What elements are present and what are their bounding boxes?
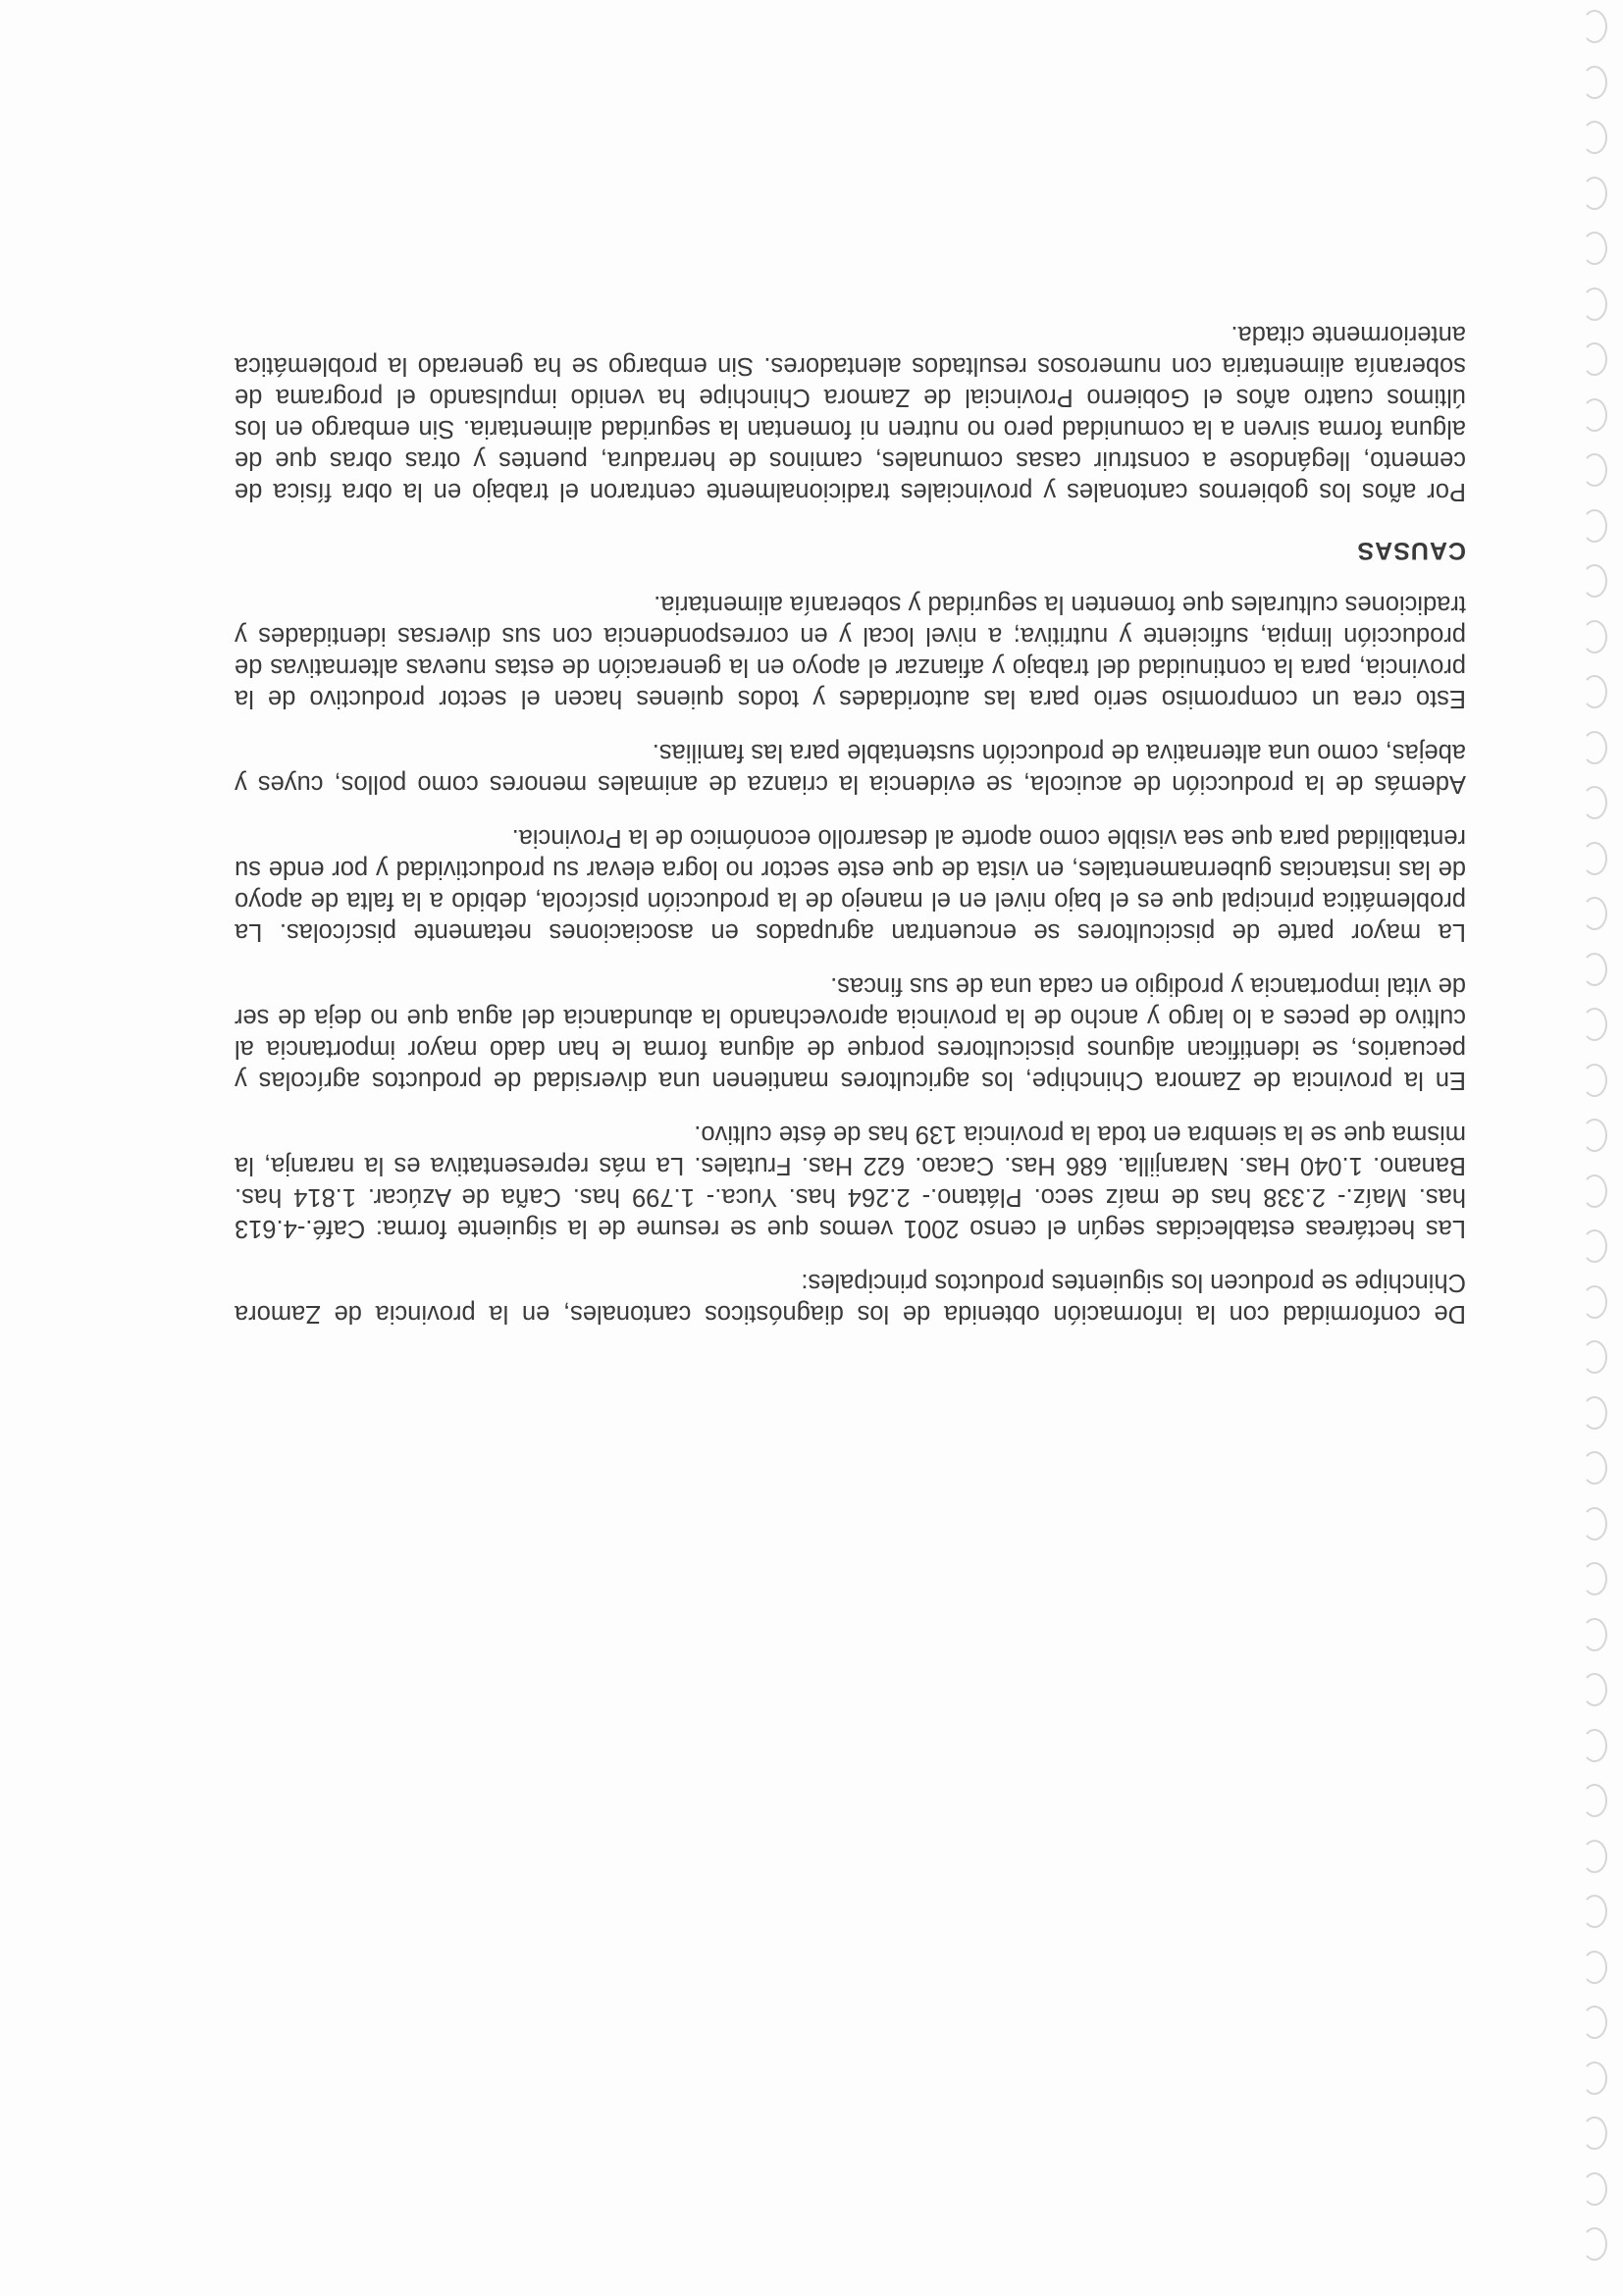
binding-ring	[1582, 2227, 1607, 2261]
paragraph-compromiso: Esto crea un compromiso serio para las autoridades y todos quienes hacen el sector productivo de la provincia, para la continuidad del trabajo y afianzar el apoyo en la generación de estas nuevas alternativas de producción limpia, suficiente y nutritiva; a nivel local y en correspondencia con sus diversas identidades y tradiciones culturales que fomenten la seguridad y soberanía alimentaria.	[235, 591, 1466, 712]
binding-ring	[1582, 1064, 1607, 1097]
binding-ring	[1582, 620, 1607, 653]
binding-ring	[1582, 1673, 1607, 1706]
binding-ring	[1582, 342, 1607, 376]
binding-ring	[1582, 564, 1607, 598]
binding-ring	[1582, 1119, 1607, 1152]
binding-ring	[1582, 1618, 1607, 1651]
binding-ring	[1582, 287, 1607, 321]
binding-ring	[1582, 1840, 1607, 1873]
document-body	[235, 296, 1466, 1330]
binding-ring	[1582, 121, 1607, 154]
binding-ring	[1582, 2116, 1607, 2150]
binding-ring	[1582, 1229, 1607, 1263]
section-heading-causas: CAUSAS	[1356, 537, 1466, 564]
binding-ring	[1582, 2061, 1607, 2095]
binding-ring	[1582, 1008, 1607, 1041]
binding-ring	[1582, 1340, 1607, 1374]
binding-ring	[1582, 1451, 1607, 1485]
binding-ring	[1582, 1784, 1607, 1817]
binding-ring	[1582, 1285, 1607, 1319]
binding-ring	[1582, 731, 1607, 764]
paragraph-piscicultores: La mayor parte de piscicultores se encuentran agrupados en asociaciones netamente piscícolas. La problemática principal que es el bajo nivel en el manejo de la producción piscícola, debido a la falta de apoyo de las instancias gubernamentales, en vista de que este sector no logra elevar su productividad y por ende su rentabilidad para que sea visible como aporte al desarrollo económico de la Provincia.	[235, 824, 1466, 946]
binding-ring	[1582, 842, 1607, 875]
paragraph-agriculture: En la provincia de Zamora Chinchipe, los agricultores mantienen una diversidad de productos agrícolas y pecuarios, se identifican algunos piscicultores porque de alguna forma le han dado mayor importancia al cultivo de peces a lo largo y ancho de la provincia aprovechando la abundancia del agua que no deja de ser de vital importancia y prodigio en cada una de sus fincas.	[235, 972, 1466, 1094]
paragraph-animales-menores: Además de la producción de acuicola, se evidencia la crianza de animales menores como pollos, cuyes y abejas, como una alternativa de producción sustentable para las familias.	[235, 739, 1466, 798]
binding-ring	[1582, 953, 1607, 986]
binding-ring	[1582, 897, 1607, 930]
binding-ring	[1582, 1174, 1607, 1208]
binding-ring	[1582, 66, 1607, 99]
binding-ring	[1582, 786, 1607, 819]
binding-ring	[1582, 1562, 1607, 1595]
binding-ring	[1582, 1507, 1607, 1540]
binding-ring	[1582, 398, 1607, 432]
binding-ring	[1582, 2172, 1607, 2206]
binding-ring	[1582, 2006, 1607, 2039]
binding-ring	[1582, 1951, 1607, 1984]
spiral-binding	[1582, 10, 1609, 2286]
binding-ring	[1582, 1729, 1607, 1762]
binding-ring	[1582, 232, 1607, 265]
binding-ring	[1582, 1396, 1607, 1430]
paragraph-intro: De conformidad con la información obtenida de los diagnósticos cantonales, en la provincia de Zamora Chinchipe se producen los siguientes productos principales:	[235, 1269, 1466, 1328]
binding-ring	[1582, 10, 1607, 43]
binding-ring	[1582, 453, 1607, 487]
binding-ring	[1582, 675, 1607, 708]
binding-ring	[1582, 177, 1607, 210]
binding-ring	[1582, 1895, 1607, 1928]
paragraph-causas: Por años los gobiernos cantonales y provinciales tradicionalmente centraron el trabajo en la obra física de cemento, llegándose a construir casas comunales, caminos de herradura, puentes y otras obras que de alguna forma sirven a la comunidad pero no nutren ni fomentan la seguridad alimentaria. Sin embargo en los últimos cuatro años el Gobierno Provincial de Zamora Chinchipe ha venido impulsando el programa de soberanía alimentaria con numerosos resultados alentadores. Sin embargo se ha generado la problemática anteriormente citada.	[235, 321, 1466, 505]
binding-ring	[1582, 509, 1607, 543]
paragraph-census: Las hectáreas establecidas según el censo 2001 vemos que se resume de la siguiente forma: Café.-4.613 has. Maíz.- 2.338 has de maíz seco. Plátano.- 2.264 has. Yuca.- 1.799 has. Caña de Azúcar. 1.814 has. Banano. 1.040 Has. Naranjilla. 686 Has. Cacao. 622 Has. Frutales. La más representativa es la naranja, la misma que se la siembra en toda la provincia 139 has de éste cultivo.	[235, 1121, 1466, 1242]
